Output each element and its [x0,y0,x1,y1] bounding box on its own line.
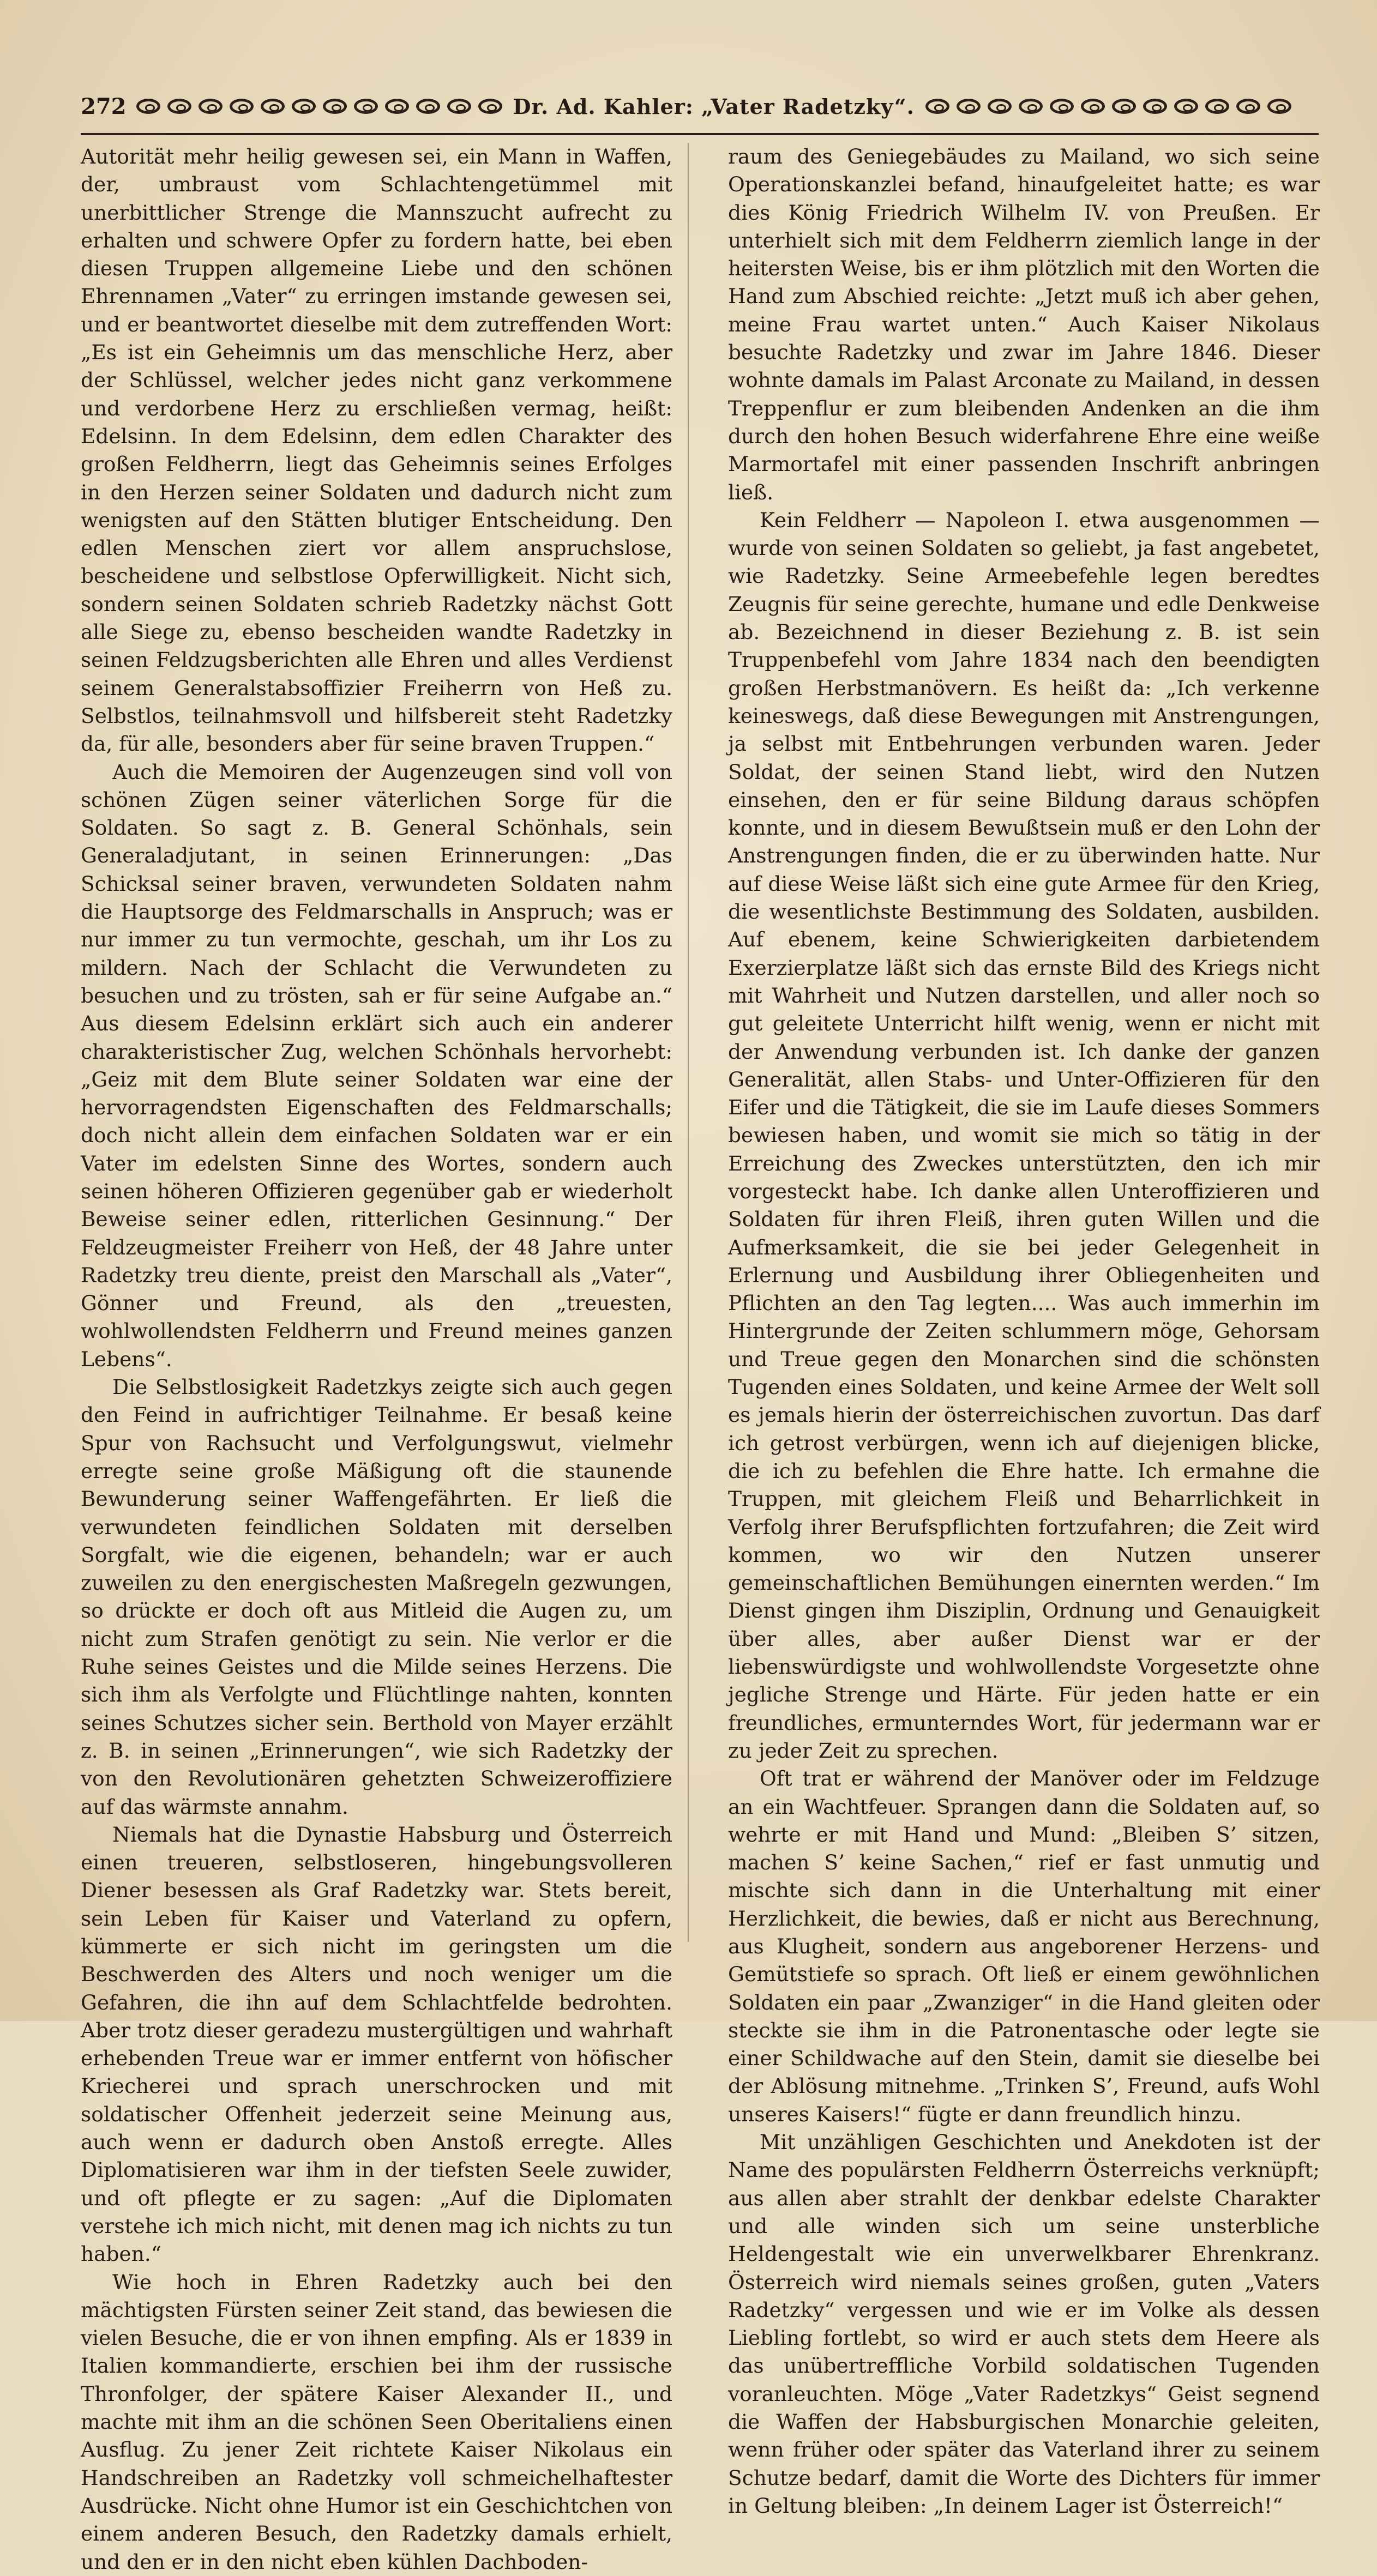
scroll-ornament-icon [354,99,378,114]
scroll-ornament-icon [323,99,347,114]
scroll-ornament-icon [1050,99,1074,114]
paragraph: Auch die Memoiren der Augenzeugen sind voll von schönen Zügen seiner väterlichen Sorge für die Soldaten. So sagt z. B. General Schönhals, sein Generaladjutant, in seinen Erinnerungen: „Das Schicksal seiner braven, verwundeten Soldaten nahm die Hauptsorge des Feldmarschalls in Anspruch; was er nur immer zu tun vermochte, geschah, um ihr Los zu mildern. Nach der Schlacht die Verwundeten zu besuchen und zu trösten, sah er für seine Aufgabe an.“ Aus diesem Edelsinn erklärt sich auch ein anderer charakteristischer Zug, welchen Schönhals hervorhebt: „Geiz mit dem Blute seiner Soldaten war eine der hervorragendsten Eigenschaften des Feldmarschalls; doch nicht allein dem einfachen Soldaten war er ein Vater im edelsten Sinne des Wortes, sondern auch seinen höheren Offizieren gegenüber gab er wiederholt Beweise seiner edlen, ritterlichen Gesinnung.“ Der Feldzeugmeister Freiherr von Heß, der 48 Jahre unter Radetzky treu diente, preist den Marschall als „Vater“, Gönner und Freund, als den „treuesten, wohlwollendsten Feldherrn und Freund meines ganzen Lebens“. [81,759,672,1371]
page-number: 272 [81,93,127,119]
scroll-ornament-icon [1267,99,1291,114]
scroll-ornament-icon [199,99,223,114]
scroll-ornament-icon [925,99,949,114]
scroll-ornament-icon [167,99,191,114]
scroll-ornament-icon [1081,99,1105,114]
scroll-ornament-icon [957,99,981,114]
left-column [81,143,672,2574]
scroll-ornament-icon [136,99,160,114]
scroll-ornament-icon [385,99,409,114]
paragraph: Die Selbstlosigkeit Radetzkys zeigte sich auch gegen den Feind in aufrichtiger Teilnahme. Er besaß keine Spur von Rachsucht und Verfolgungswut, vielmehr erregte seine große Mäßigung oft die staunende Bewunderung seiner Waffengefährten. Er ließ die verwundeten feindlichen Soldaten mit derselben Sorgfalt, wie die eigenen, behandeln; war er auch zuweilen zu den energischesten Maßregeln gezwungen, so drückte er doch oft aus Mitleid die Augen zu, um nicht zum Strafen genötigt zu sein. Nie verlor er die Ruhe seines Geistes und die Milde seines Herzens. Die sich ihm als Verfolgte und Flüchtlinge nahten, konnten seines Schutzes sicher sein. Berthold von Mayer erzählt z. B. in seinen „Erinnerungen“, wie sich Radetzky der von den Revolutionären gehetzten Schweizeroffiziere auf das wärmste annahm. [81,1375,672,1819]
scroll-ornament-icon [292,99,316,114]
header-ornament-right [925,99,1291,114]
scroll-ornament-icon [416,99,440,114]
scroll-ornament-icon [1174,99,1198,114]
paragraph: Oft trat er während der Manöver oder im Feldzuge an ein Wachtfeuer. Sprangen dann die Soldaten auf, so wehrte er mit Hand und Mund: „Bleiben S’ sitzen, machen S’ keine Sachen,“ rief er fast unmutig und mischte sich dann in die Unterhaltung mit einer Herzlichkeit, die bewies, daß er nicht aus Berechnung, aus Klugheit, sondern aus angeborener Herzens- und Gemütstiefe so sprach. Oft ließ er einem gewöhnlichen Soldaten ein paar „Zwanziger“ in die Hand gleiten oder steckte sie ihm in die Patronentasche oder legte sie einer Schildwache auf den Stein, damit sie dieselbe bei der Ablösung mitnehme. „Trinken S’, Freund, aufs Wohl unseres Kaisers!“ fügte er dann freundlich hinzu. [728,1766,1320,2126]
scroll-ornament-icon [1143,99,1167,114]
paragraph: Kein Feldherr — Napoleon I. etwa ausgenommen — wurde von seinen Soldaten so geliebt, ja fast angebetet, wie Radetzky. Seine Armeebefehle legen beredtes Zeugnis für seine gerechte, humane und edle Denkweise ab. Bezeichnend in dieser Beziehung z. B. ist sein Truppenbefehl vom Jahre 1834 nach den beendigten großen Herbstmanövern. Es heißt da: „Ich verkenne keineswegs, daß diese Bewegungen mit Anstrengungen, ja selbst mit Entbehrungen verbunden waren. Jeder Soldat, der seinen Stand liebt, wird den Nutzen einsehen, den er für seine Bildung daraus schöpfen konnte, und in diesem Bewußtsein muß er den Lohn der Anstrengungen finden, die er zu überwinden hatte. Nur auf diese Weise läßt sich eine gute Armee für den Krieg, die wesentlichste Bestimmung des Soldaten, ausbilden. Auf ebenem, keine Schwierigkeiten darbietendem Exerzierplatze läßt sich das ernste Bild des Kriegs nicht mit Wahrheit und Nutzen darstellen, und aller noch so gut geleitete Unterricht hilft wenig, wenn er nicht mit der Anwendung verbunden ist. Ich danke der ganzen Generalität, allen Stabs- und Unter-Offizieren für den Eifer und die Tätigkeit, die sie im Laufe dieses Sommers bewiesen haben, und womit sie mich so tätig in der Erreichung des Zweckes unterstützten, den ich mir vorgesteckt habe. Ich danke allen Unteroffizieren und Soldaten für ihren Fleiß, ihren guten Willen und die Aufmerksamkeit, die sie bei jeder Gelegenheit in Erlernung und Ausbildung ihrer Obliegenheiten und Pflichten an den Tag legten.... Was auch immerhin im Hintergrunde der Zeiten schlummern möge, Gehorsam und Treue gegen den Monarchen sind die schönsten Tugenden eines Soldaten, und keine Armee der Welt soll es jemals hierin der österreichischen zuvortun. Das darf ich getrost verbürgen, wenn ich auf diejenigen blicke, die ich zu befehlen die Ehre hatte. Ich ermahne die Truppen, mit gleichem Fleiß und Beharrlichkeit in Verfolg ihrer Berufspflichten fortzufahren; die Zeit wird kommen, wo wir den Nutzen unserer gemeinschaftlichen Bemühungen einernten werden.“ Im Dienst gingen ihm Disziplin, Ordnung und Genauigkeit über alles, aber außer Dienst war er der liebenswürdigste und wohlwollendste Vorgesetzte ohne jegliche Strenge und Härte. Für jeden hatte er ein freundliches, ermunterndes Wort, für jedermann war er zu jeder Zeit zu sprechen. [728,508,1320,1763]
scroll-ornament-icon [988,99,1012,114]
scroll-ornament-icon [261,99,285,114]
scroll-ornament-icon [447,99,471,114]
scroll-ornament-icon [1236,99,1260,114]
paragraph: Niemals hat die Dynastie Habsburg und Österreich einen treueren, selbstloseren, hingebungsvolleren Diener besessen als Graf Radetzky war. Stets bereit, sein Leben für Kaiser und Vaterland zu opfern, kümmerte er sich nicht im geringsten um die Beschwerden des Alters und noch weniger um die Gefahren, die ihn auf dem Schlachtfelde bedrohten. Aber trotz dieser geradezu mustergültigen und wahrhaft erhebenden Treue war er immer entfernt von höfischer Kriecherei und sprach unerschrocken und mit soldatischer Offenheit jederzeit seine Meinung aus, auch wenn er dadurch oben Anstoß erregte. Alles Diplomatisieren war ihm in der tiefsten Seele zuwider, und oft pflegte er zu sagen: „Auf die Diplomaten verstehe ich mich nicht, mit denen mag ich nichts zu tun haben.“ [81,1822,672,2266]
paragraph: Mit unzähligen Geschichten und Anekdoten ist der Name des populärsten Feldherrn Österreichs verknüpft; aus allen aber strahlt der denkbar edelste Charakter und alle winden sich um seine unsterbliche Heldengestalt wie ein unverwelkbarer Ehrenkranz. Österreich wird niemals seines großen, guten „Vaters Radetzky“ vergessen und wie er im Volke als dessen Liebling fortlebt, so wird er auch stets dem Heere als das unübertreffliche Vorbild soldatischen Tugenden voranleuchten. Möge „Vater Radetzkys“ Geist segnend die Waffen der Habsburgischen Monarchie geleiten, wenn früher oder später das Vaterland ihrer zu seinem Schutze bedarf, damit die Worte des Dichters für immer in Geltung bleiben: „In deinem Lager ist Österreich!“ [728,2130,1320,2518]
scroll-ornament-icon [1112,99,1136,114]
column-divider [688,143,689,1942]
paragraph: Autorität mehr heilig gewesen sei, ein Mann in Waffen, der, umbraust vom Schlachtengetümmel mit unerbittlicher Strenge die Mannszucht aufrecht zu erhalten und schwere Opfer zu fordern hatte, bei eben diesen Truppen allgemeine Liebe und den schönen Ehrennamen „Vater“ zu erringen imstande gewesen sei, und er beantwortet dieselbe mit dem zutreffenden Wort: „Es ist ein Geheimnis um das menschliche Herz, aber der Schlüssel, welcher jedes nicht ganz verkommene und verdorbene Herz zu erschließen vermag, heißt: Edelsinn. In dem Edelsinn, dem edlen Charakter des großen Feldherrn, liegt das Geheimnis seines Erfolges in den Herzen seiner Soldaten und dadurch nicht zum wenigsten auf den Stätten blutiger Entscheidung. Den edlen Menschen ziert vor allem anspruchslose, bescheidene und selbstlose Opferwilligkeit. Nicht sich, sondern seinen Soldaten schrieb Radetzky nächst Gott alle Siege zu, ebenso bescheiden wandte Radetzky in seinen Feldzugsberichten alle Ehren und alles Verdienst seinem Generalstabsoffizier Freiherrn von Heß zu. Selbstlos, teilnahmsvoll und hilfsbereit steht Radetzky da, für alle, besonders aber für seine braven Truppen.“ [81,144,672,756]
header-rule [81,133,1319,135]
scroll-ornament-icon [478,99,502,114]
scroll-ornament-icon [230,99,254,114]
right-column [728,143,1320,2518]
scroll-ornament-icon [1019,99,1043,114]
paragraph: raum des Geniegebäudes zu Mailand, wo sich seine Operationskanzlei befand, hinaufgeleitet hatte; es war dies König Friedrich Wilhelm IV. von Preußen. Er unterhielt sich mit dem Feldherrn ziemlich lange in der heitersten Weise, bis er ihm plötzlich mit den Worten die Hand zum Abschied reichte: „Jetzt muß ich aber gehen, meine Frau wartet unten.“ Auch Kaiser Nikolaus besuchte Radetzky und zwar im Jahre 1846. Dieser wohnte damals im Palast Arconate zu Mailand, in dessen Treppenflur er zum bleibenden Andenken an die ihm durch den hohen Besuch widerfahrene Ehre eine weiße Marmortafel mit einer passenden Inschrift anbringen ließ. [728,144,1320,504]
scroll-ornament-icon [1205,99,1229,114]
header-ornament-left [136,99,502,114]
running-title: Dr. Ad. Kahler: „Vater Radetzky“. [513,94,915,119]
paragraph: Wie hoch in Ehren Radetzky auch bei den mächtigsten Fürsten seiner Zeit stand, das bewiesen die vielen Besuche, die er von ihnen empfing. Als er 1839 in Italien kommandierte, erschien bei ihm der russische Thronfolger, der spätere Kaiser Alexander II., und machte mit ihm an die schönen Seen Oberitaliens einen Ausflug. Zu jener Zeit richtete Kaiser Nikolaus ein Handschreiben an Radetzky voll schmeichelhaftester Ausdrücke. Nicht ohne Humor ist ein Geschichtchen von einem anderen Besuch, den Radetzky damals erhielt, und den er in den nicht eben kühlen Dachboden- [81,2270,672,2574]
running-header [81,87,1319,125]
